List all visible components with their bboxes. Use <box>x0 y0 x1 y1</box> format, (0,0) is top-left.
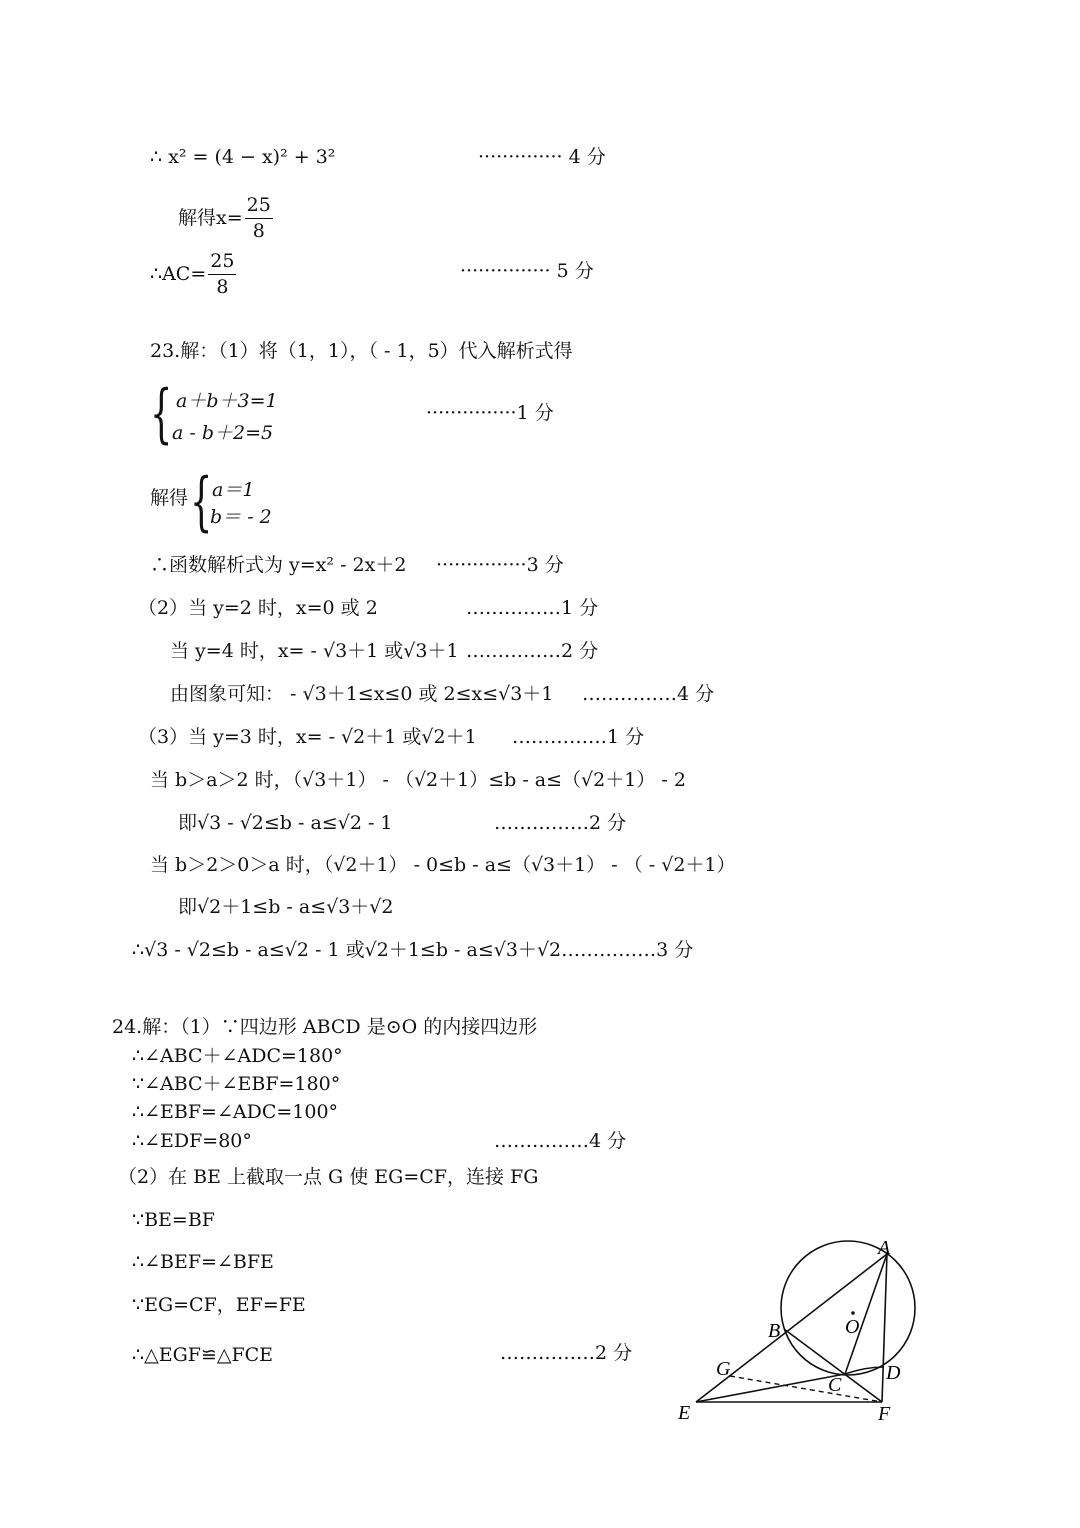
fraction-x-denominator: 8 <box>252 219 265 242</box>
q24-part2-step1: ∵BE=BF <box>132 1209 215 1231</box>
case2-condition: 当 b＞2＞0＞a 时，（√2＋1） - 0≤b - a≤（√3＋1） - （ - √2＋1） <box>150 854 736 876</box>
fraction-ac-numerator: 25 <box>208 252 236 275</box>
q24-part2-step3: ∵EG=CF，EF=FE <box>132 1294 306 1316</box>
score-3a: ···············3 分 <box>436 554 564 576</box>
score-5: ··············· 5 分 <box>460 260 594 282</box>
case1-result: 即√3 - √2≤b - a≤√2 - 1 <box>178 812 393 834</box>
case1-condition: 当 b＞a＞2 时，（√3＋1） - （√2＋1）≤b - a≤（√2＋1） - 2 <box>150 769 686 791</box>
fraction-ac-denominator: 8 <box>216 275 229 298</box>
equation-pythagoras: ∴ x² = (4 − x)² + 3² <box>150 146 336 168</box>
score-1a: ···············1 分 <box>426 402 554 424</box>
part2-y4: 当 y=4 时，x= - √3＋1 或√3＋1 <box>170 640 459 662</box>
q24-step2: ∵∠ABC＋∠EBF=180° <box>132 1073 341 1095</box>
ac-line <box>150 252 238 298</box>
solve-ab-prefix: 解得 <box>150 487 189 509</box>
solution-b: b＝ - 2 <box>210 506 272 528</box>
ac-prefix: ∴AC= <box>150 262 207 285</box>
system-eq-1: a＋b＋3=1 <box>176 390 278 412</box>
solution-a: a＝1 <box>212 479 255 501</box>
label-o: O <box>845 1316 860 1338</box>
q24-part2-step4: ∴△EGF≌△FCE <box>132 1344 274 1366</box>
score-1c: ……………1 分 <box>512 726 645 748</box>
case2-result: 即√2＋1≤b - a≤√3＋√2 <box>178 896 394 918</box>
segment-ad <box>845 1254 887 1374</box>
system-eq-2: a - b＋2=5 <box>172 422 274 444</box>
center-dot <box>851 1311 855 1315</box>
q23-header: 23.解：（1）将（1，1），（ - 1，5）代入解析式得 <box>150 340 573 362</box>
label-g: G <box>716 1358 731 1380</box>
solve-x-prefix: 解得x= <box>178 206 243 229</box>
label-d: D <box>886 1362 901 1384</box>
q24-step3: ∴∠EBF=∠ADC=100° <box>132 1101 339 1123</box>
q24-part2-header: （2）在 BE 上截取一点 G 使 EG=CF，连接 FG <box>118 1166 539 1188</box>
label-a: A <box>878 1237 891 1259</box>
label-f: F <box>878 1403 891 1425</box>
system-brace-1: { <box>150 377 173 451</box>
part2-range: 由图象可知： - √3＋1≤x≤0 或 2≤x≤√3＋1 <box>170 683 554 705</box>
fraction-ac <box>208 252 236 298</box>
score-2a: ……………2 分 <box>466 640 599 662</box>
q24-step4: ∴∠EDF=80° <box>132 1130 252 1152</box>
score-2b: ……………2 分 <box>494 812 627 834</box>
geometry-figure <box>660 1225 940 1430</box>
part3-y3: （3）当 y=3 时，x= - √2＋1 或√2＋1 <box>138 726 477 748</box>
fraction-x-numerator: 25 <box>245 196 273 219</box>
score-4c: ……………4 分 <box>494 1130 627 1152</box>
segment-gf-dashed <box>730 1376 882 1402</box>
q24-part2-step2: ∴∠BEF=∠BFE <box>132 1251 274 1273</box>
label-c: C <box>828 1374 842 1396</box>
score-1b: ……………1 分 <box>466 597 599 619</box>
system-brace-2: { <box>190 465 213 539</box>
q24-step1: ∴∠ABC＋∠ADC=180° <box>132 1045 343 1067</box>
score-4: ·············· 4 分 <box>478 146 606 168</box>
label-e: E <box>678 1402 691 1424</box>
score-2c: ……………2 分 <box>500 1342 633 1364</box>
q24-header: 24.解：（1）∵四边形 ABCD 是⊙O 的内接四边形 <box>112 1016 538 1038</box>
circle-o <box>781 1241 915 1375</box>
part3-conclusion: ∴√3 - √2≤b - a≤√2 - 1 或√2＋1≤b - a≤√3＋√2……………3 分 <box>132 939 694 961</box>
fraction-x <box>245 196 273 242</box>
score-4b: ……………4 分 <box>582 683 715 705</box>
solve-x-line <box>178 196 275 242</box>
function-expression: ∴函数解析式为 y=x² - 2x＋2 <box>150 554 407 576</box>
label-b: B <box>768 1320 781 1342</box>
part2-y2: （2）当 y=2 时，x=0 或 2 <box>138 597 378 619</box>
